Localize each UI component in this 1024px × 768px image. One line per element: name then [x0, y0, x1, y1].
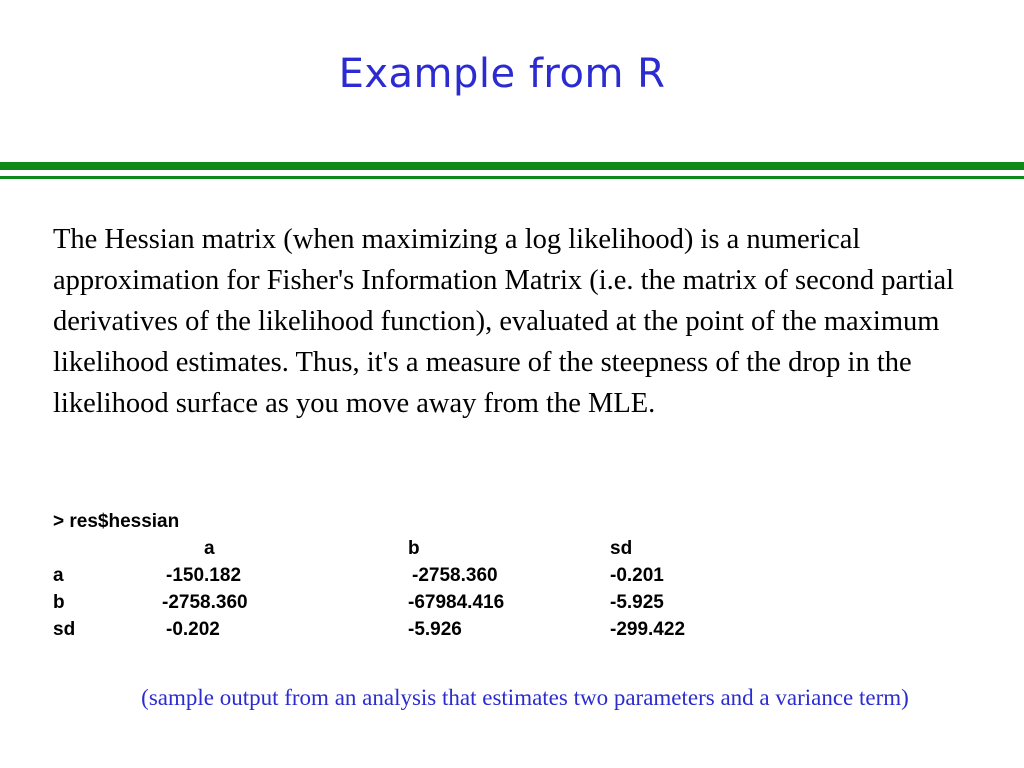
cell-a-a: -150.182	[166, 565, 242, 586]
title-divider-thick	[0, 162, 1024, 170]
matrix-corner-cell	[53, 535, 162, 562]
column-header-b: b	[408, 538, 420, 559]
cell-sd-sd: -299.422	[610, 619, 686, 640]
matrix-row-sd	[53, 616, 720, 643]
body-paragraph: The Hessian matrix (when maximizing a log likelihood) is a numerical approximation for Fisher's Information Matrix (i.e. the matrix of second partial derivatives of the likelihood function), evaluated at the point of the maximum likelihood estimates. Thus, it's a measure of the steepness of the drop in the likelihood surface as you move away from the MLE.	[53, 224, 955, 419]
cell-a-sd: -0.201	[610, 565, 664, 586]
slide-title: Example from R	[338, 51, 666, 97]
cell-b-sd: -5.925	[610, 592, 664, 613]
cell-sd-a: -0.202	[166, 619, 220, 640]
cell-b-a: -2758.360	[162, 592, 248, 613]
row-label-sd: sd	[53, 619, 76, 640]
matrix-header-row	[53, 535, 720, 562]
column-header-sd: sd	[610, 538, 633, 559]
cell-b-b: -67984.416	[408, 592, 505, 613]
row-label-a: a	[53, 565, 64, 586]
matrix-row-b	[53, 589, 720, 616]
r-command: > res$hessian	[53, 511, 180, 532]
cell-sd-b: -5.926	[408, 619, 462, 640]
column-header-a: a	[204, 538, 215, 559]
r-console-output	[53, 508, 720, 643]
matrix-row-a	[53, 562, 720, 589]
row-label-b: b	[53, 592, 65, 613]
hessian-matrix-table	[53, 535, 720, 643]
cell-a-b: -2758.360	[412, 565, 498, 586]
slide-caption: (sample output from an analysis that estimates two parameters and a variance term)	[141, 685, 909, 710]
title-divider-thin	[0, 176, 1024, 179]
